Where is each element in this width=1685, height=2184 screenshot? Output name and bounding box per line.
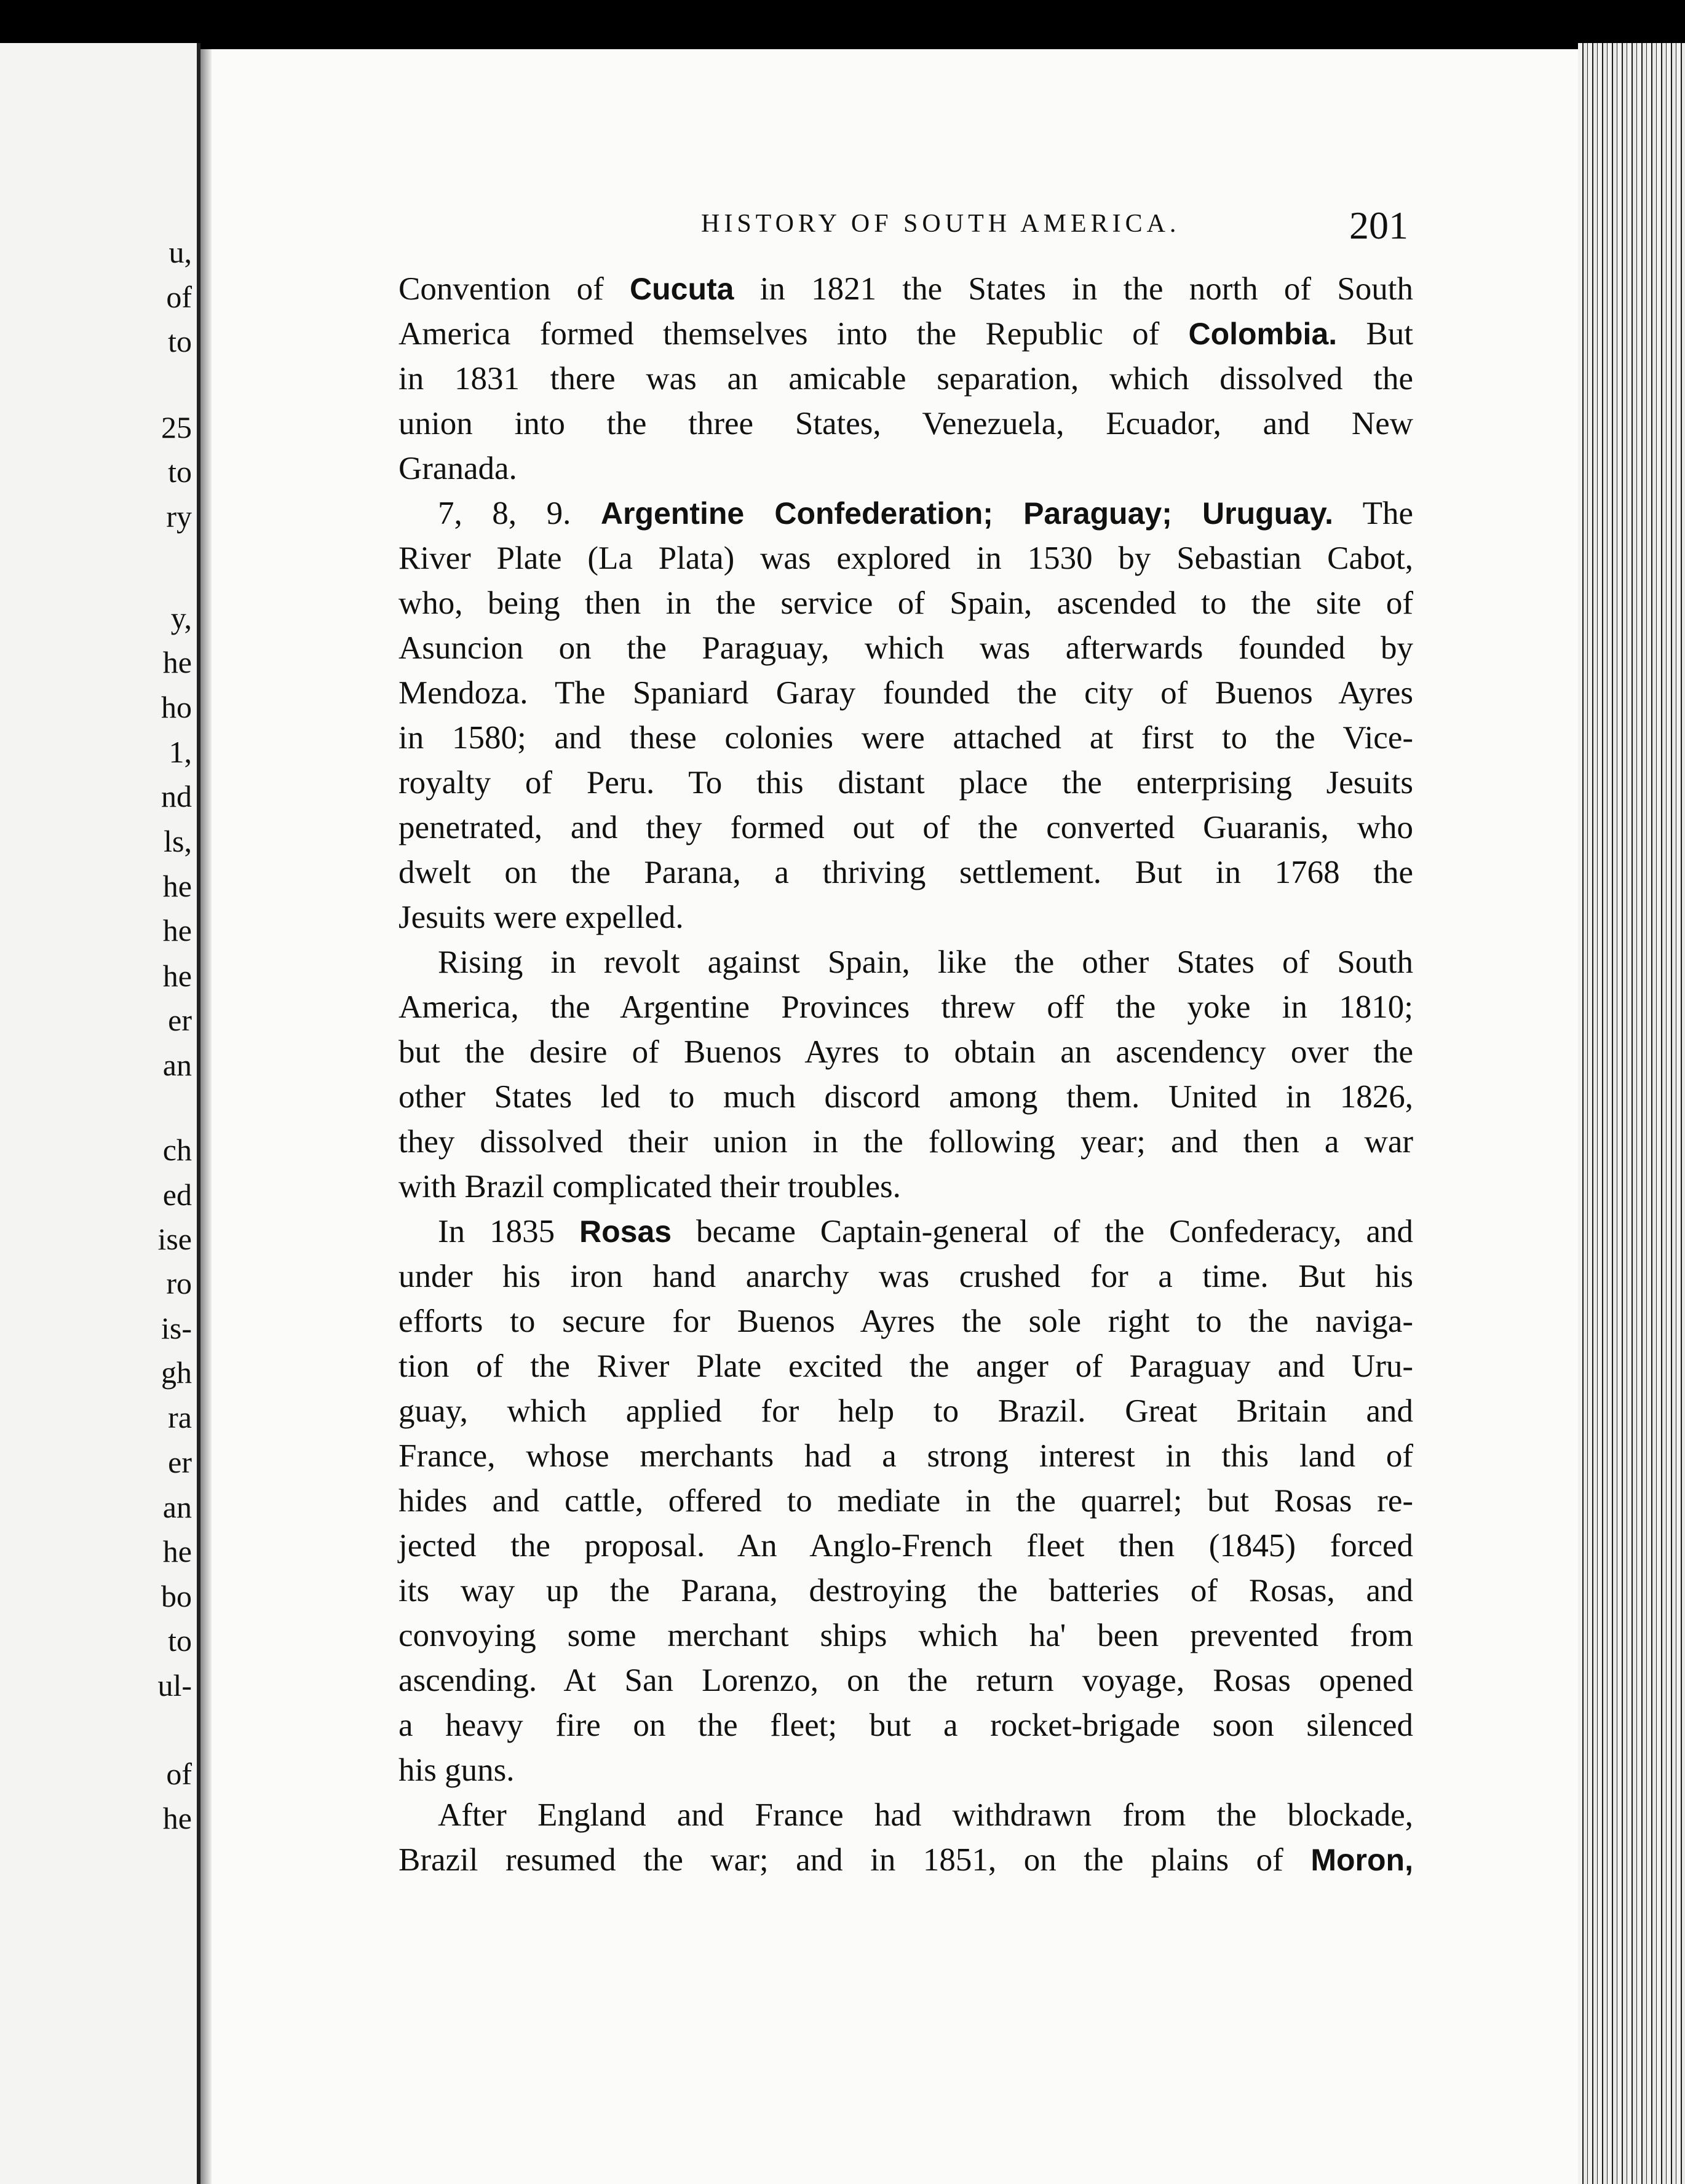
text-line [398,1389,1413,1434]
text-line [398,1254,1413,1299]
page-number: 201 [1349,204,1408,247]
facing-page-fragment: he [162,645,192,679]
text-run: in 1580; and these colonies were attached at first to the Vice- [398,720,1413,756]
text-run: union into the three States, Venezuela, Ecuador, and New [398,406,1413,441]
text-line [398,1075,1413,1120]
facing-page-fragment: er [168,1003,192,1037]
text-line [398,1120,1413,1165]
text-run: After England and France had withdrawn from the blockade, [438,1797,1413,1833]
text-run: tion of the River Plate excited the anger of Paraguay and Uru- [398,1348,1413,1384]
facing-page-fragment: an [162,1490,192,1524]
facing-page-fragment: 1, [168,735,192,769]
text-line [398,1299,1413,1344]
page-header [695,203,1414,252]
text-line [398,626,1413,671]
text-run: But [1337,316,1413,352]
facing-page-fragment: ry [166,499,192,534]
facing-page-fragment: ro [166,1266,192,1300]
text-line [398,1434,1413,1479]
facing-page-fragment: to [168,454,192,489]
text-line [398,1344,1413,1389]
text-run: Convention of [398,271,630,307]
text-run: became Captain-general of the Confederacy, and [672,1214,1413,1249]
facing-page-edge [0,43,200,2184]
text-line [398,805,1413,850]
facing-page-fragment: he [162,959,192,993]
text-line [398,312,1413,357]
facing-page-fragment: of [166,1757,192,1791]
facing-page-fragment: gh [161,1355,192,1390]
text-run: jected the proposal. An Anglo-French fleet then (1845) forced [398,1528,1413,1564]
text-run: In 1835 [438,1214,580,1249]
text-line [398,1209,1413,1254]
text-line [398,940,1413,985]
facing-page-fragment: ise [157,1222,192,1256]
facing-page-fragment: ra [168,1400,192,1434]
facing-page-fragment: he [162,869,192,903]
text-line [398,1793,1413,1838]
text-run: Rising in revolt against Spain, like the other States of South [438,944,1413,980]
text-run: America formed themselves into the Republic of [398,316,1189,352]
text-run: its way up the Parana, destroying the batteries of Rosas, and [398,1573,1413,1608]
bold-term: Cucuta [629,272,734,306]
text-line [398,985,1413,1030]
facing-page-fragment: to [168,324,192,358]
running-title: HISTORY OF SOUTH AMERICA. [701,210,1181,238]
text-line [398,895,1413,940]
text-line [398,716,1413,761]
text-run: with Brazil complicated their troubles. [398,1169,901,1205]
text-run: other States led to much discord among them. United in 1826, [398,1079,1413,1115]
text-line [398,402,1413,446]
text-run: but the desire of Buenos Ayres to obtain an ascendency over the [398,1034,1413,1070]
text-line [398,1030,1413,1075]
facing-page-fragment: he [162,1801,192,1835]
text-run: penetrated, and they formed out of the converted Guaranis, who [398,810,1413,845]
text-run: Mendoza. The Spaniard Garay founded the city of Buenos Ayres [398,675,1413,711]
facing-page-fragment: bo [161,1579,192,1613]
text-line [398,536,1413,581]
text-run: efforts to secure for Buenos Ayres the sole right to the naviga- [398,1304,1413,1339]
bold-term: Colombia. [1188,317,1338,351]
text-line [398,357,1413,402]
facing-page-fragment: an [162,1048,192,1082]
bold-term: Argentine Confederation; Paraguay; Uruguay. [600,496,1334,531]
text-run: The [1333,496,1413,531]
text-line [398,1165,1413,1209]
text-line [398,446,1413,491]
text-run: they dissolved their union in the following year; and then a war [398,1124,1413,1160]
text-run: in 1831 there was an amicable separation, which dissolved the [398,361,1413,397]
bold-term: Moron, [1310,1843,1413,1877]
facing-page-fragment: ed [162,1177,192,1212]
text-run: hides and cattle, offered to mediate in the quarrel; but Rosas re- [398,1483,1413,1519]
text-run: who, being then in the service of Spain, ascended to the site of [398,585,1413,621]
text-line [398,1479,1413,1524]
page-gutter [200,49,212,2184]
text-line [398,1838,1413,1883]
text-line [398,671,1413,716]
facing-page-fragment: ls, [164,824,192,858]
text-line [398,1748,1413,1793]
facing-page-fragment: y, [170,601,192,635]
facing-page-fragment: he [162,1534,192,1569]
page-edges [1578,43,1685,2184]
facing-page-fragment: to [168,1623,192,1658]
text-run: royalty of Peru. To this distant place the enterprising Jesuits [398,765,1413,801]
text-run: a heavy fire on the fleet; but a rocket-brigade soon silenced [398,1707,1413,1743]
facing-page-fragment: ho [161,690,192,724]
text-run: Asuncion on the Paraguay, which was afterwards founded by [398,630,1413,666]
text-run: Jesuits were expelled. [398,900,684,935]
facing-page-fragment: nd [161,779,192,813]
text-line [398,491,1413,536]
text-run: France, whose merchants had a strong interest in this land of [398,1438,1413,1474]
text-run: America, the Argentine Provinces threw off the yoke in 1810; [398,989,1413,1025]
text-run: 7, 8, 9. [438,496,601,531]
facing-page-fragment: ch [162,1133,192,1167]
text-run: guay, which applied for help to Brazil. Great Britain and [398,1393,1413,1429]
text-run: under his iron hand anarchy was crushed for a time. But his [398,1259,1413,1294]
text-run: Brazil resumed the war; and in 1851, on the plains of [398,1842,1311,1878]
text-line [398,1569,1413,1613]
text-run: River Plate (La Plata) was explored in 1530 by Sebastian Cabot, [398,540,1413,576]
facing-page-fragment: er [168,1445,192,1479]
text-line [398,761,1413,805]
facing-page-fragment: is- [161,1311,192,1345]
text-run: dwelt on the Parana, a thriving settlement. But in 1768 the [398,855,1413,890]
body-text [398,267,1413,1883]
text-line [398,1524,1413,1569]
text-line [398,267,1413,312]
facing-page-fragment: he [162,913,192,948]
text-run: his guns. [398,1752,515,1788]
text-line [398,1703,1413,1748]
facing-page-fragment: ul- [157,1668,192,1703]
bold-term: Rosas [579,1214,672,1249]
text-run: convoying some merchant ships which ha' been prevented from [398,1618,1413,1653]
text-line [398,1658,1413,1703]
text-line [398,1613,1413,1658]
facing-page-fragment: u, [168,235,192,269]
facing-page-fragment: of [166,280,192,314]
text-run: ascending. At San Lorenzo, on the return voyage, Rosas opened [398,1663,1413,1698]
text-line [398,850,1413,895]
text-run: Granada. [398,451,517,486]
facing-page-fragment: 25 [161,410,192,445]
text-line [398,581,1413,626]
text-run: in 1821 the States in the north of South [734,271,1413,307]
